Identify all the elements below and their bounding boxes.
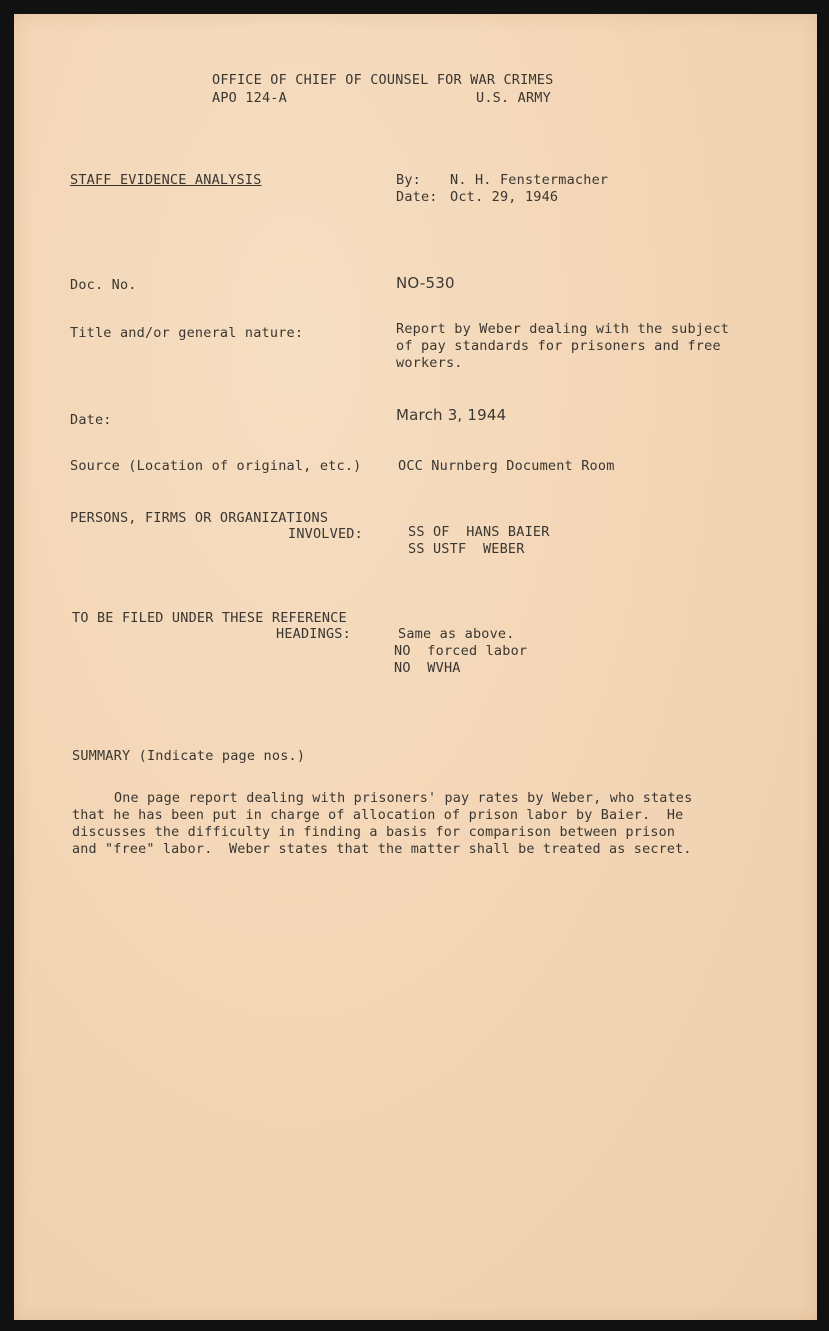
reference-heading: Same as above. (398, 626, 515, 642)
document-page (14, 14, 817, 1320)
doc-no-label: Doc. No. (70, 277, 137, 293)
army-label: U.S. ARMY (476, 90, 551, 106)
reference-heading: NO forced labor (394, 643, 528, 659)
summary-line: One page report dealing with prisoners' pay rates by Weber, who states (114, 791, 693, 806)
document-date: March 3, 1944 (396, 406, 507, 424)
source-label: Source (Location of original, etc.) (70, 458, 362, 474)
person-entry: SS USTF WEBER (408, 541, 525, 557)
analysis-date-label: Date: (396, 189, 438, 205)
by-label: By: (396, 172, 421, 188)
date-label: Date: (70, 412, 112, 428)
author-name: N. H. Fenstermacher (450, 172, 609, 188)
apo-number: APO 124-A (212, 90, 287, 106)
summary-line: that he has been put in charge of allocation of prison labor by Baier. He (72, 808, 684, 823)
persons-label: PERSONS, FIRMS OR ORGANIZATIONS (70, 510, 329, 526)
reference-heading: NO WVHA (394, 660, 461, 676)
summary-line: discusses the difficulty in finding a basis for comparison between prison (72, 825, 676, 840)
filed-label-headings: HEADINGS: (276, 626, 351, 642)
source-value: OCC Nurnberg Document Room (398, 458, 615, 474)
summary-line: and "free" labor. Weber states that the matter shall be treated as secret. (72, 842, 692, 857)
filed-label: TO BE FILED UNDER THESE REFERENCE (72, 610, 347, 626)
summary-label: SUMMARY (Indicate page nos.) (72, 748, 306, 764)
title-line: Report by Weber dealing with the subject (396, 321, 730, 337)
title-line: of pay standards for prisoners and free (396, 338, 721, 354)
person-entry: SS OF HANS BAIER (408, 524, 550, 540)
office-title: OFFICE OF CHIEF OF COUNSEL FOR WAR CRIMES (212, 72, 554, 88)
title-line: workers. (396, 355, 463, 371)
doc-no-value: NO-530 (396, 274, 455, 292)
analysis-date: Oct. 29, 1946 (450, 189, 559, 205)
persons-label-involved: INVOLVED: (288, 526, 363, 542)
analysis-heading: STAFF EVIDENCE ANALYSIS (70, 172, 262, 188)
title-label: Title and/or general nature: (70, 325, 304, 341)
